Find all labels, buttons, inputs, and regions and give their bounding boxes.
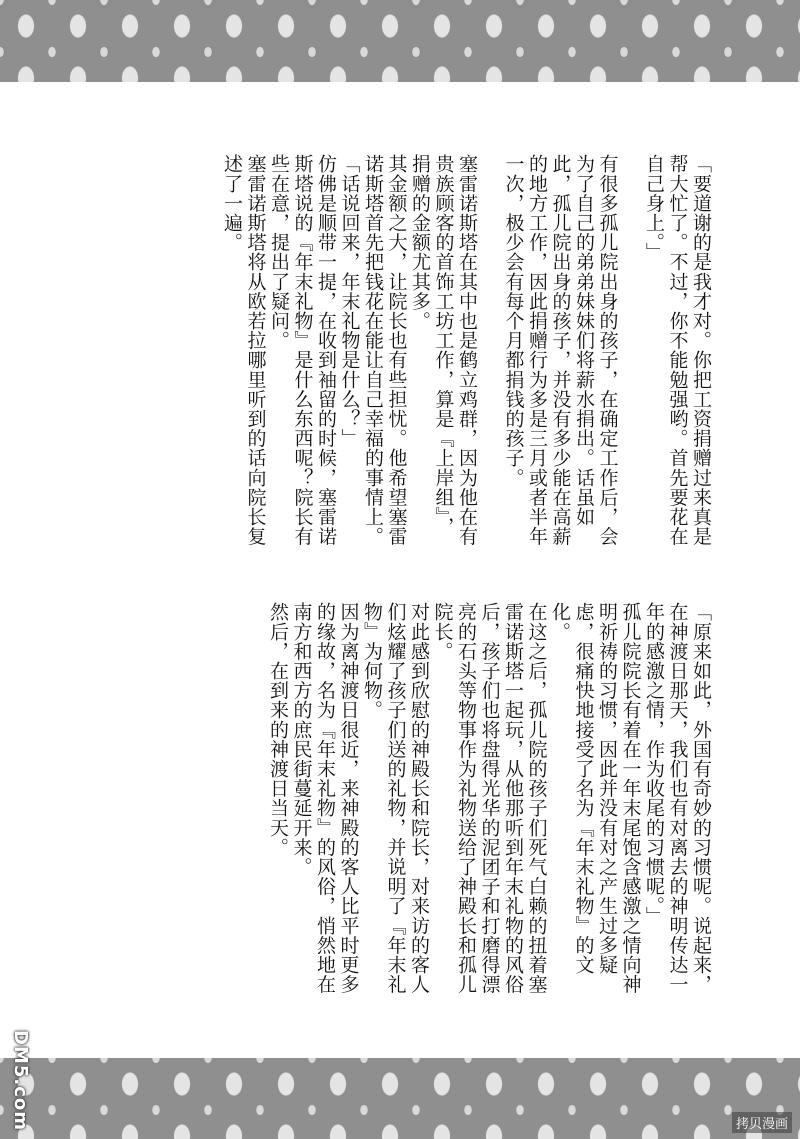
decorative-border-bottom bbox=[0, 1058, 800, 1139]
watermark-text: 拷贝漫画 bbox=[732, 1112, 792, 1133]
paragraph: 塞雷诺斯塔在其中也是鹤立鸡群，因为他在有贵族顾客的首饰工坊工作，算是『上岸组』，捐赠的金额尤其多。 bbox=[409, 154, 478, 546]
paragraph: 对此感到欣慰的神殿长和院长，对来访的客人们炫耀了孩子们送的礼物，并说明了『年末礼物』为何物。 bbox=[361, 602, 430, 994]
decorative-border-top bbox=[0, 0, 800, 82]
text-block-lower bbox=[202, 602, 712, 1002]
watermark-logo: DM5.com bbox=[10, 1030, 31, 1132]
paragraph: 有很多孤儿院出身的孩子，在确定工作后，会为了自己的弟弟妹妹们将薪水捐出。话虽如此，孤儿院出身的孩子，并没有多少能在高薪的地方工作，因此捐赠行为多是三月或者半年一次，极少会有每个月都捐钱的孩子。 bbox=[502, 154, 619, 546]
paragraph: 然后，在到来的神渡日当天。 bbox=[267, 602, 289, 857]
text-block-upper bbox=[202, 154, 712, 554]
novel-page bbox=[0, 82, 800, 1058]
paragraph: 其金额之大，让院长也有些担忧。他希望塞雷诺斯塔首先把钱花在能让自己幸福的事情上。 bbox=[362, 154, 408, 546]
paragraph: 仿佛是顺带一提，在收到袖留的时候，塞雷诺斯塔说的『年末礼物』是什么东西呢？院长有些在意，提出了疑问。 bbox=[268, 154, 337, 546]
paragraph: 因为离神渡日很近，来神殿的客人比平时更多的缘故，名为『年末礼物』的风俗，悄然地在南方和西方的庶民街蔓延开来。 bbox=[290, 602, 360, 994]
paragraph: 在这之后，孤儿院的孩子们死气白赖的扭着塞雷诺斯塔一起玩，从他那听到年末礼物的风俗后，孩子们也将盘得光华的泥团子和打磨得漂亮的石头等物事作为礼物送给了神殿长和孤儿院长。 bbox=[431, 602, 548, 994]
paragraph: 孤儿院院长有着在一年末尾饱含感激之情向神明祈祷的习惯，因此并没有对之产生过多疑虑，很痛快地接受了名为『年末礼物』的文化。 bbox=[549, 602, 642, 994]
paragraph: 「话说回来，年末礼物是什么？」 bbox=[338, 154, 361, 448]
paragraph: 「原来如此，外国有奇妙的习惯呢。说起来，在神渡日那天，我们也有对离去的神明传达一年的感激之情，作为收尾的习惯呢。」 bbox=[643, 602, 712, 994]
paragraph: 「要道谢的是我才对。你把工资捐赠过来真是帮大忙了。不过，你不能勉强哟。首先要花在自己身上。」 bbox=[643, 154, 712, 546]
paragraph: 塞雷诺斯塔将从欧若拉哪里听到的话向院长复述了一遍。 bbox=[221, 154, 267, 546]
